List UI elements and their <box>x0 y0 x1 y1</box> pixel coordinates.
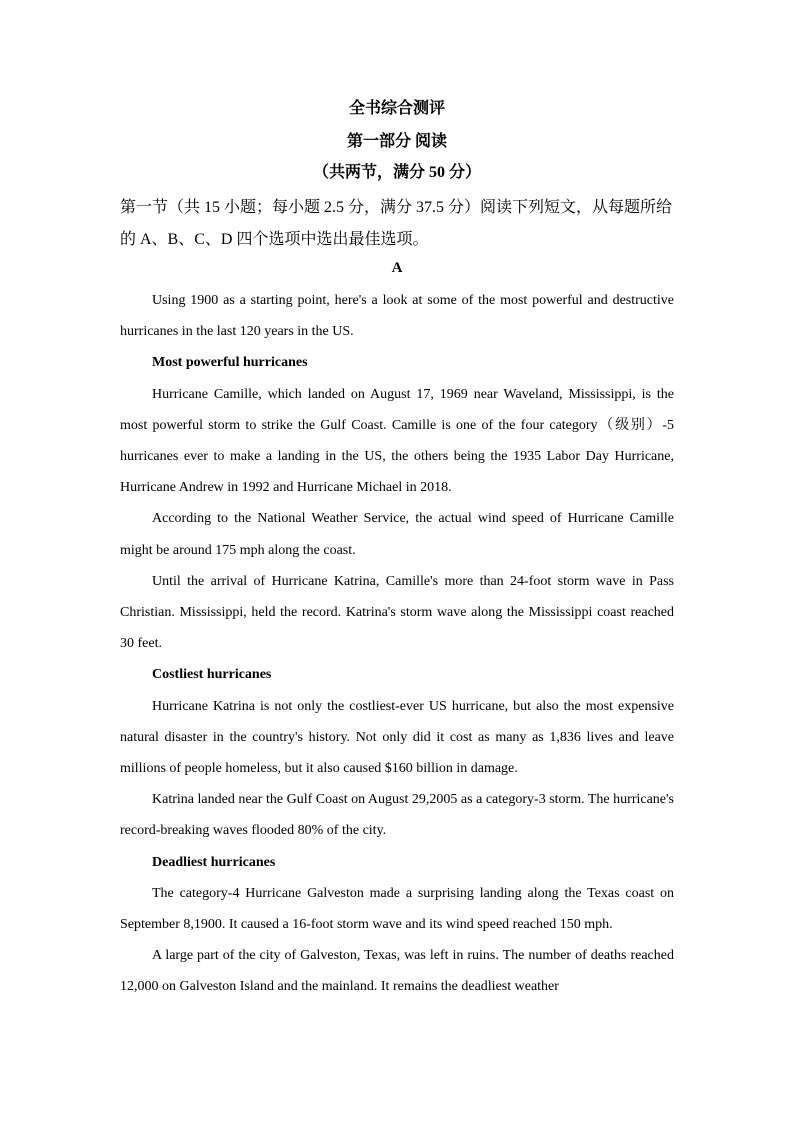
paragraph: According to the National Weather Service, the actual wind speed of Hurricane Camille might be around 175 mph along the coast. <box>120 511 674 558</box>
paragraph: A large part of the city of Galveston, Texas, was left in ruins. The number of deaths reached 12,000 on Galveston Island and the mainland. It remains the deadliest weather <box>120 948 674 995</box>
paragraph: Hurricane Camille, which landed on August 17, 1969 near Waveland, Mississippi, is the most powerful storm to strike the Gulf Coast. Camille is one of the four category（级别）-5 hurricanes ever to make a landing in the US, the others being the 1935 Labor Day Hurricane, Hurricane Andrew in 1992 and Hurricane Michael in 2018. <box>120 386 674 496</box>
section-heading: Costliest hurricanes <box>152 667 272 683</box>
section-heading: Most powerful hurricanes <box>152 355 308 371</box>
section-heading: Deadliest hurricanes <box>152 854 276 870</box>
score-note: （共两节，满分 50 分） <box>312 164 481 181</box>
passage-label: A <box>391 260 403 276</box>
paragraph: The category-4 Hurricane Galveston made a surprising landing along the Texas coast on September 8,1900. It caused a 16-foot storm wave and its wind speed reached 150 mph. <box>120 885 674 933</box>
paragraph: Until the arrival of Hurricane Katrina, Camille's more than 24-foot storm wave in Pass Christian. Mississippi, held the record. Katrina's storm wave along the Mississippi coast reached 30 feet. <box>120 573 674 652</box>
passage-body <box>120 285 674 1003</box>
paragraph: Hurricane Katrina is not only the costliest-ever US hurricane, but also the most expensive natural disaster in the country's history. Not only did it cost as many as 1,836 lives and leave millions of people homeless, but it also caused $160 billion in damage. <box>120 698 674 777</box>
paragraph: Katrina landed near the Gulf Coast on August 29,2005 as a category-3 storm. The hurricane's record-breaking waves flooded 80% of the city. <box>120 792 674 839</box>
passage-intro: Using 1900 as a starting point, here's a look at some of the most powerful and destructive hurricanes in the last 120 years in the US. <box>120 293 674 340</box>
section-instructions: 第一节（共 15 小题；每小题 2.5 分，满分 37.5 分）阅读下列短文，从每题所给的 A、B、C、D 四个选项中选出最佳选项。 <box>120 199 673 248</box>
document-title: 全书综合测评 <box>348 100 445 117</box>
part-heading: 第一部分 阅读 <box>346 133 447 150</box>
